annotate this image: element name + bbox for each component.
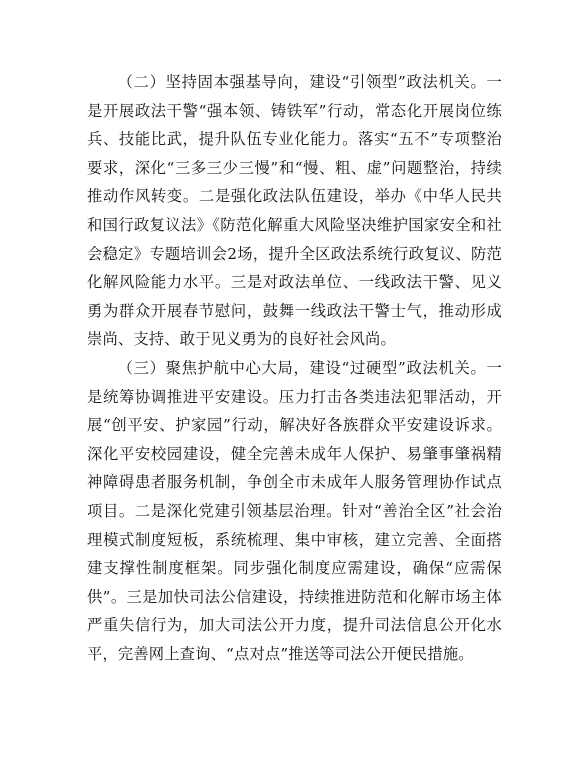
paragraph-section-two: （二）坚持固本强基导向，建设“引领型”政法机关。一是开展政法干警“强本领、铸铁军”行动，常态化开展岗位练兵、技能比武，提升队伍专业化能力。落实“五不”专项整治要求，深化“三多三少三慢”和“慢、粗、虚”问题整治，持续推动作风转变。二是强化政法队伍建设，举办《中华人民共和国行政复议法》《防范化解重大风险坚决维护国家安全和社会稳定》专题培训会2场，提升全区政法系统行政复议、防范化解风险能力水平。三是对政法单位、一线政法干警、见义勇为群众开展春节慰问，鼓舞一线政法干警士气，推动形成崇尚、支持、敢于见义勇为的良好社会风尚。	[87, 73, 502, 349]
paragraph-section-three: （三）聚焦护航中心大局，建设“过硬型”政法机关。一是统筹协调推进平安建设。压力打击各类违法犯罪活动，开展“创平安、护家园”行动，解决好各族群众平安建设诉求。深化平安校园建设，健全完善未成年人保护、易肇事肇祸精神障碍患者服务机制，争创全市未成年人服务管理协作试点项目。二是深化党建引领基层治理。针对“善治全区”社会治理模式制度短板，系统梳理、集中审核，建立完善、全面搭建支撑性制度框架。同步强化制度应需建设，确保“应需保供”。三是加快司法公信建设，持续推进防范和化解市场主体严重失信行为，加大司法公开力度，提升司法信息公开化水平，完善网上查询、“点对点”推送等司法公开便民措施。	[87, 358, 502, 663]
document-body	[87, 68, 502, 668]
